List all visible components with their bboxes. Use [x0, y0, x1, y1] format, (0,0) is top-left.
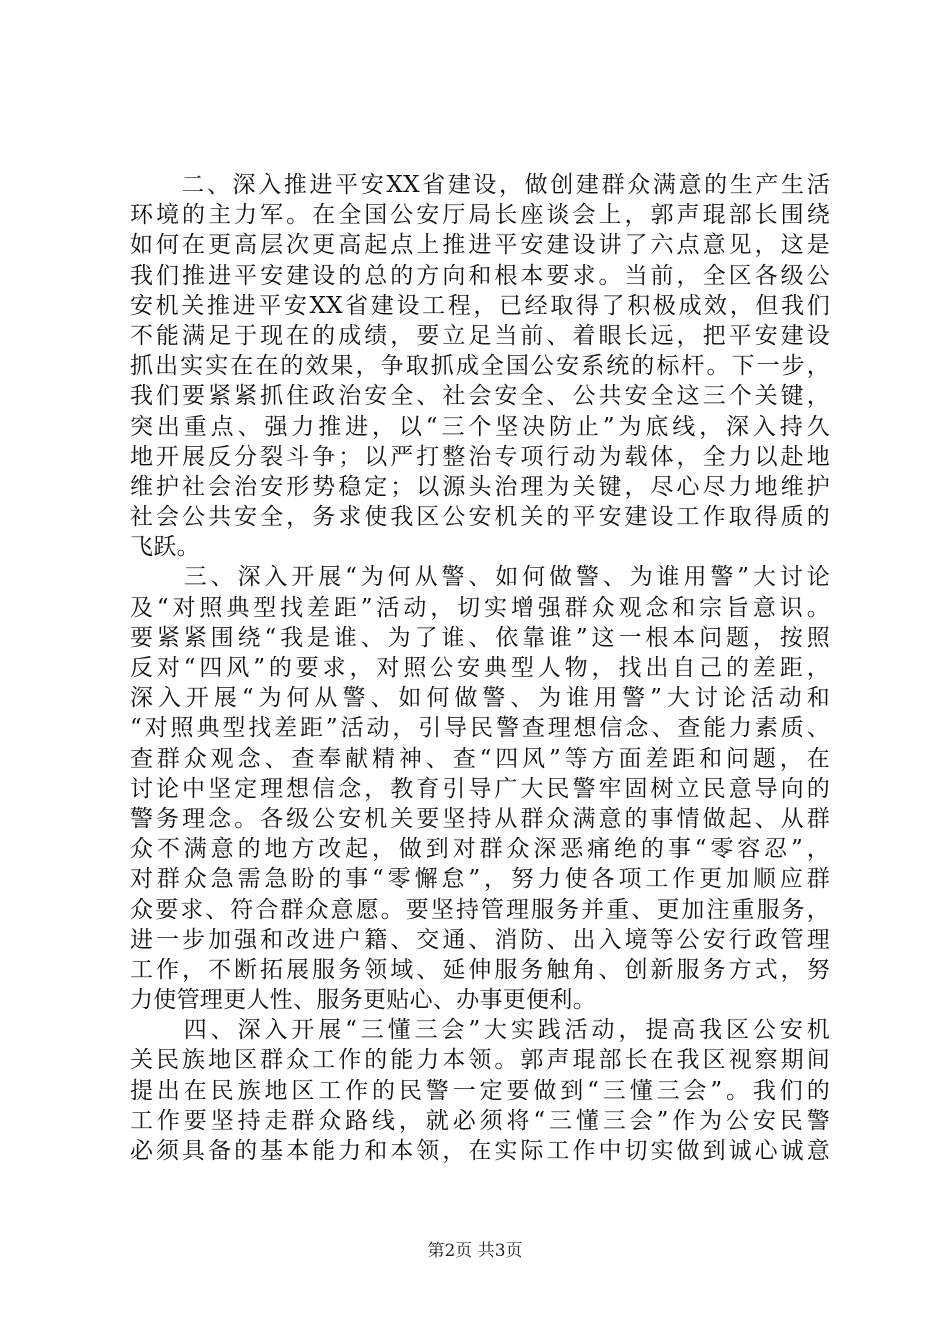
text-line: 查群众观念、查奉献精神、查“四风”等方面差距和问题，在	[130, 745, 830, 772]
text-line: 四、深入开展“三懂三会”大实践活动，提高我区公安机	[130, 1017, 830, 1044]
text-line: 我们推进平安建设的总的方向和根本要求。当前，全区各级公	[130, 262, 830, 289]
text-line: 力使管理更人性、服务更贴心、办事更便利。	[130, 987, 596, 1014]
text-line: 要紧紧围绕“我是谁、为了谁、依靠谁”这一根本问题，按照	[130, 624, 830, 651]
text-line: 维护社会治安形势稳定；以源头治理为关键，尽心尽力地维护	[130, 473, 830, 500]
text-line: 警务理念。各级公安机关要坚持从群众满意的事情做起、从群	[130, 805, 830, 832]
text-line: 如何在更高层次更高起点上推进平安建设讲了六点意见，这是	[130, 232, 830, 259]
text-line: 深入开展“为何从警、如何做警、为谁用警”大讨论活动和	[130, 685, 830, 712]
text-line: 必须具备的基本能力和本领，在实际工作中切实做到诚心诚意	[130, 1138, 830, 1164]
text-line: 众要求、符合群众意愿。要坚持管理服务并重、更加注重服务，	[130, 896, 830, 923]
text-line: 众不满意的地方改起，做到对群众深恶痛绝的事“零容忍”，	[130, 836, 830, 863]
text-line: 进一步加强和改进户籍、交通、消防、出入境等公安行政管理	[130, 926, 830, 953]
text-line: 对群众急需急盼的事“零懈怠”，努力使各项工作更加顺应群	[130, 866, 830, 893]
text-line: 反对“四风”的要求，对照公安典型人物，找出自己的差距，	[130, 655, 830, 681]
text-line: 讨论中坚定理想信念，教育引导广大民警牢固树立民意导向的	[130, 775, 830, 802]
text-line: 工作，不断拓展服务领域、延伸服务触角、创新服务方式，努	[130, 956, 830, 983]
text-line: 突出重点、强力推进，以“三个坚决防止”为底线，深入持久	[130, 413, 830, 440]
text-line: 及“对照典型找差距”活动，切实增强群众观念和宗旨意识。	[130, 594, 830, 621]
page-footer: 第2页 共3页	[427, 1241, 523, 1261]
text-line: 地开展反分裂斗争；以严打整治专项行动为载体，全力以赴地	[130, 443, 830, 470]
text-line: 不能满足于现在的成绩，要立足当前、着眼长远，把平安建设	[130, 322, 830, 349]
text-line: 关民族地区群众工作的能力本领。郭声琨部长在我区视察期间	[130, 1047, 830, 1074]
text-line: “对照典型找差距”活动，引导民警查理想信念、查能力素质、	[130, 715, 830, 742]
text-line: 提出在民族地区工作的民警一定要做到“三懂三会”。我们的	[130, 1077, 830, 1104]
text-line: 二、深入推进平安XX省建设，做创建群众满意的生产生活	[130, 172, 830, 198]
text-line: 飞跃。	[130, 534, 200, 561]
text-line: 工作要坚持走群众路线，就必须将“三懂三会”作为公安民警	[130, 1107, 830, 1134]
text-line: 环境的主力军。在全国公安厅局长座谈会上，郭声琨部长围绕	[130, 202, 830, 229]
text-line: 三、深入开展“为何从警、如何做警、为谁用警”大讨论	[130, 564, 830, 591]
document-body	[130, 170, 830, 1166]
text-line: 社会公共安全，务求使我区公安机关的平安建设工作取得质的	[130, 504, 830, 531]
text-line: 抓出实实在在的效果，争取抓成全国公安系统的标杆。下一步，	[130, 353, 830, 380]
text-line: 安机关推进平安XX省建设工程，已经取得了积极成效，但我们	[130, 292, 830, 319]
text-line: 我们要紧紧抓住政治安全、社会安全、公共安全这三个关键，	[130, 383, 830, 410]
